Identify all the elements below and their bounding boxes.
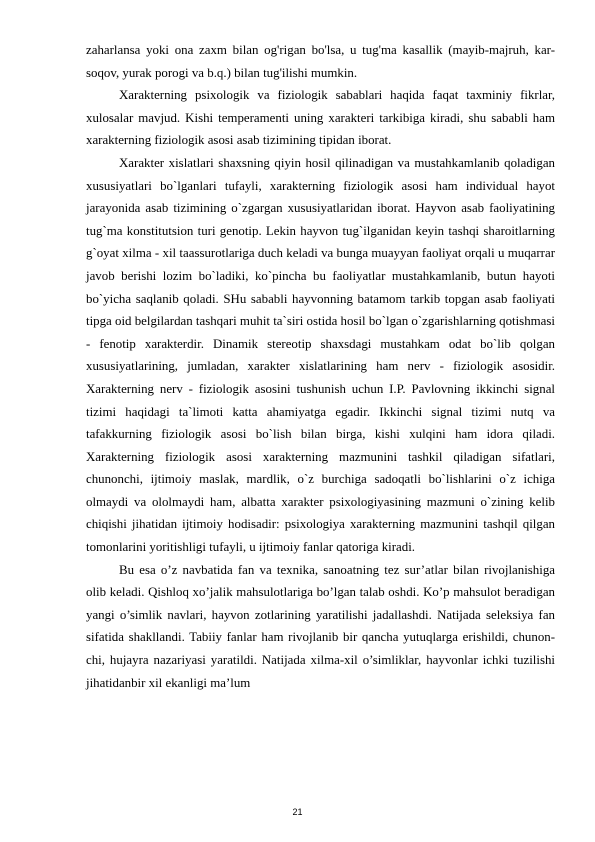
paragraph-3: Xarakter xislatlari shaxsning qiyin hosil qilinadigan va mustahkamlanib qoladigan xususiyatlari bo`lganlari tufayli, xarakterning fiziologik asosi ham individual hayot jarayonida asab tizimining o`zgargan xususiyatlaridan iborat. Hayvon asab faoliyatining tug`ma konstitutsion turi genotip. Lekin hayvon tug`ilganidan keyin tashqi sharoitlarning g`oyat xilma - xil taassurotlariga duch keladi va bunga muayyan faoliyat orqali u muqarrar javob berishi lozim bo`ladiki, ko`pincha bu faoliyatlar mustahkamlanib, butun hayoti bo`yicha saqlanib qoladi. SHu sababli hayvonning batamom tarkib topgan asab faoliyati tipga oid belgilardan tashqari muhit ta`siri ostida hosil bo`lgan o`zgarishlarning qotishmasi - fenotip xarakterdir. Dinamik stereotip shaxsdagi mustahkam odat bo`lib qolgan xususiyatlarining, jumladan, xarakter xislatlarining ham nerv - fiziologik asosidir. Xarakterning nerv - fiziologik asosini tushunish uchun I.P. Pavlovning ikkinchi signal tizimi haqidagi ta`limoti katta ahamiyatga egadir. Ikkinchi signal tizimi nutq va tafakkurning fiziologik asosi bo`lish bilan birga, kishi xulqini ham idora qiladi. Xarakterning fiziologik asosi xarakterning mazmunini tashkil qiladigan sifatlari, chunonchi, ijtimoiy maslak, mardlik, o`z burchiga sadoqatli bo`lishlarini o`z ichiga olmaydi va ololmaydi ham, albatta xarakter psixologiyasining mazmuni o`zining kelib chiqishi jihatidan ijtimoiy hodisadir: psixologiya xarakterning mazmunini tashqil qilgan tomonlarini yoritishligi tufayli, u ijtimoiy fanlar qatoriga kiradi. <box>86 155 555 555</box>
document-body <box>86 39 555 694</box>
paragraph-4: Bu esa o’z navbatida fan va texnika, sanoatning tez sur’atlar bilan rivojlanishiga olib keladi. Qishloq xo’jalik mahsulotlariga bo’lgan talab oshdi. Ko’p mahsulot beradigan yangi o’simlik navlari, hayvon zotlarining yaratilishi jadallashdi. Natijada seleksiya fan sifatida shakllandi. Tabiiy fanlar ham rivojlanib bir qancha yutuqlarga erishildi, chunon-chi, hujayra nazariyasi yaratildi. Natijada xilma-xil o’simliklar, hayvonlar ichki tuzilishi jihatidanbir xil ekanligi ma’lum <box>86 562 555 690</box>
paragraph-2: Xarakterning psixologik va fiziologik sabablari haqida faqat taxminiy fikrlar, xulosalar mavjud. Kishi temperamenti uning xarakteri tarkibiga kiradi, shu sababli ham xarakterning fiziologik asosi asab tizimining tipidan iborat. <box>86 88 555 148</box>
page-number: 21 <box>292 807 303 817</box>
paragraph-1: zaharlansa yoki ona zaxm bilan og'rigan bo'lsa, u tug'ma kasallik (mayib-majruh, kar-soqov, yurak porogi va b.q.) bilan tug'ilishi mumkin. <box>86 43 555 80</box>
